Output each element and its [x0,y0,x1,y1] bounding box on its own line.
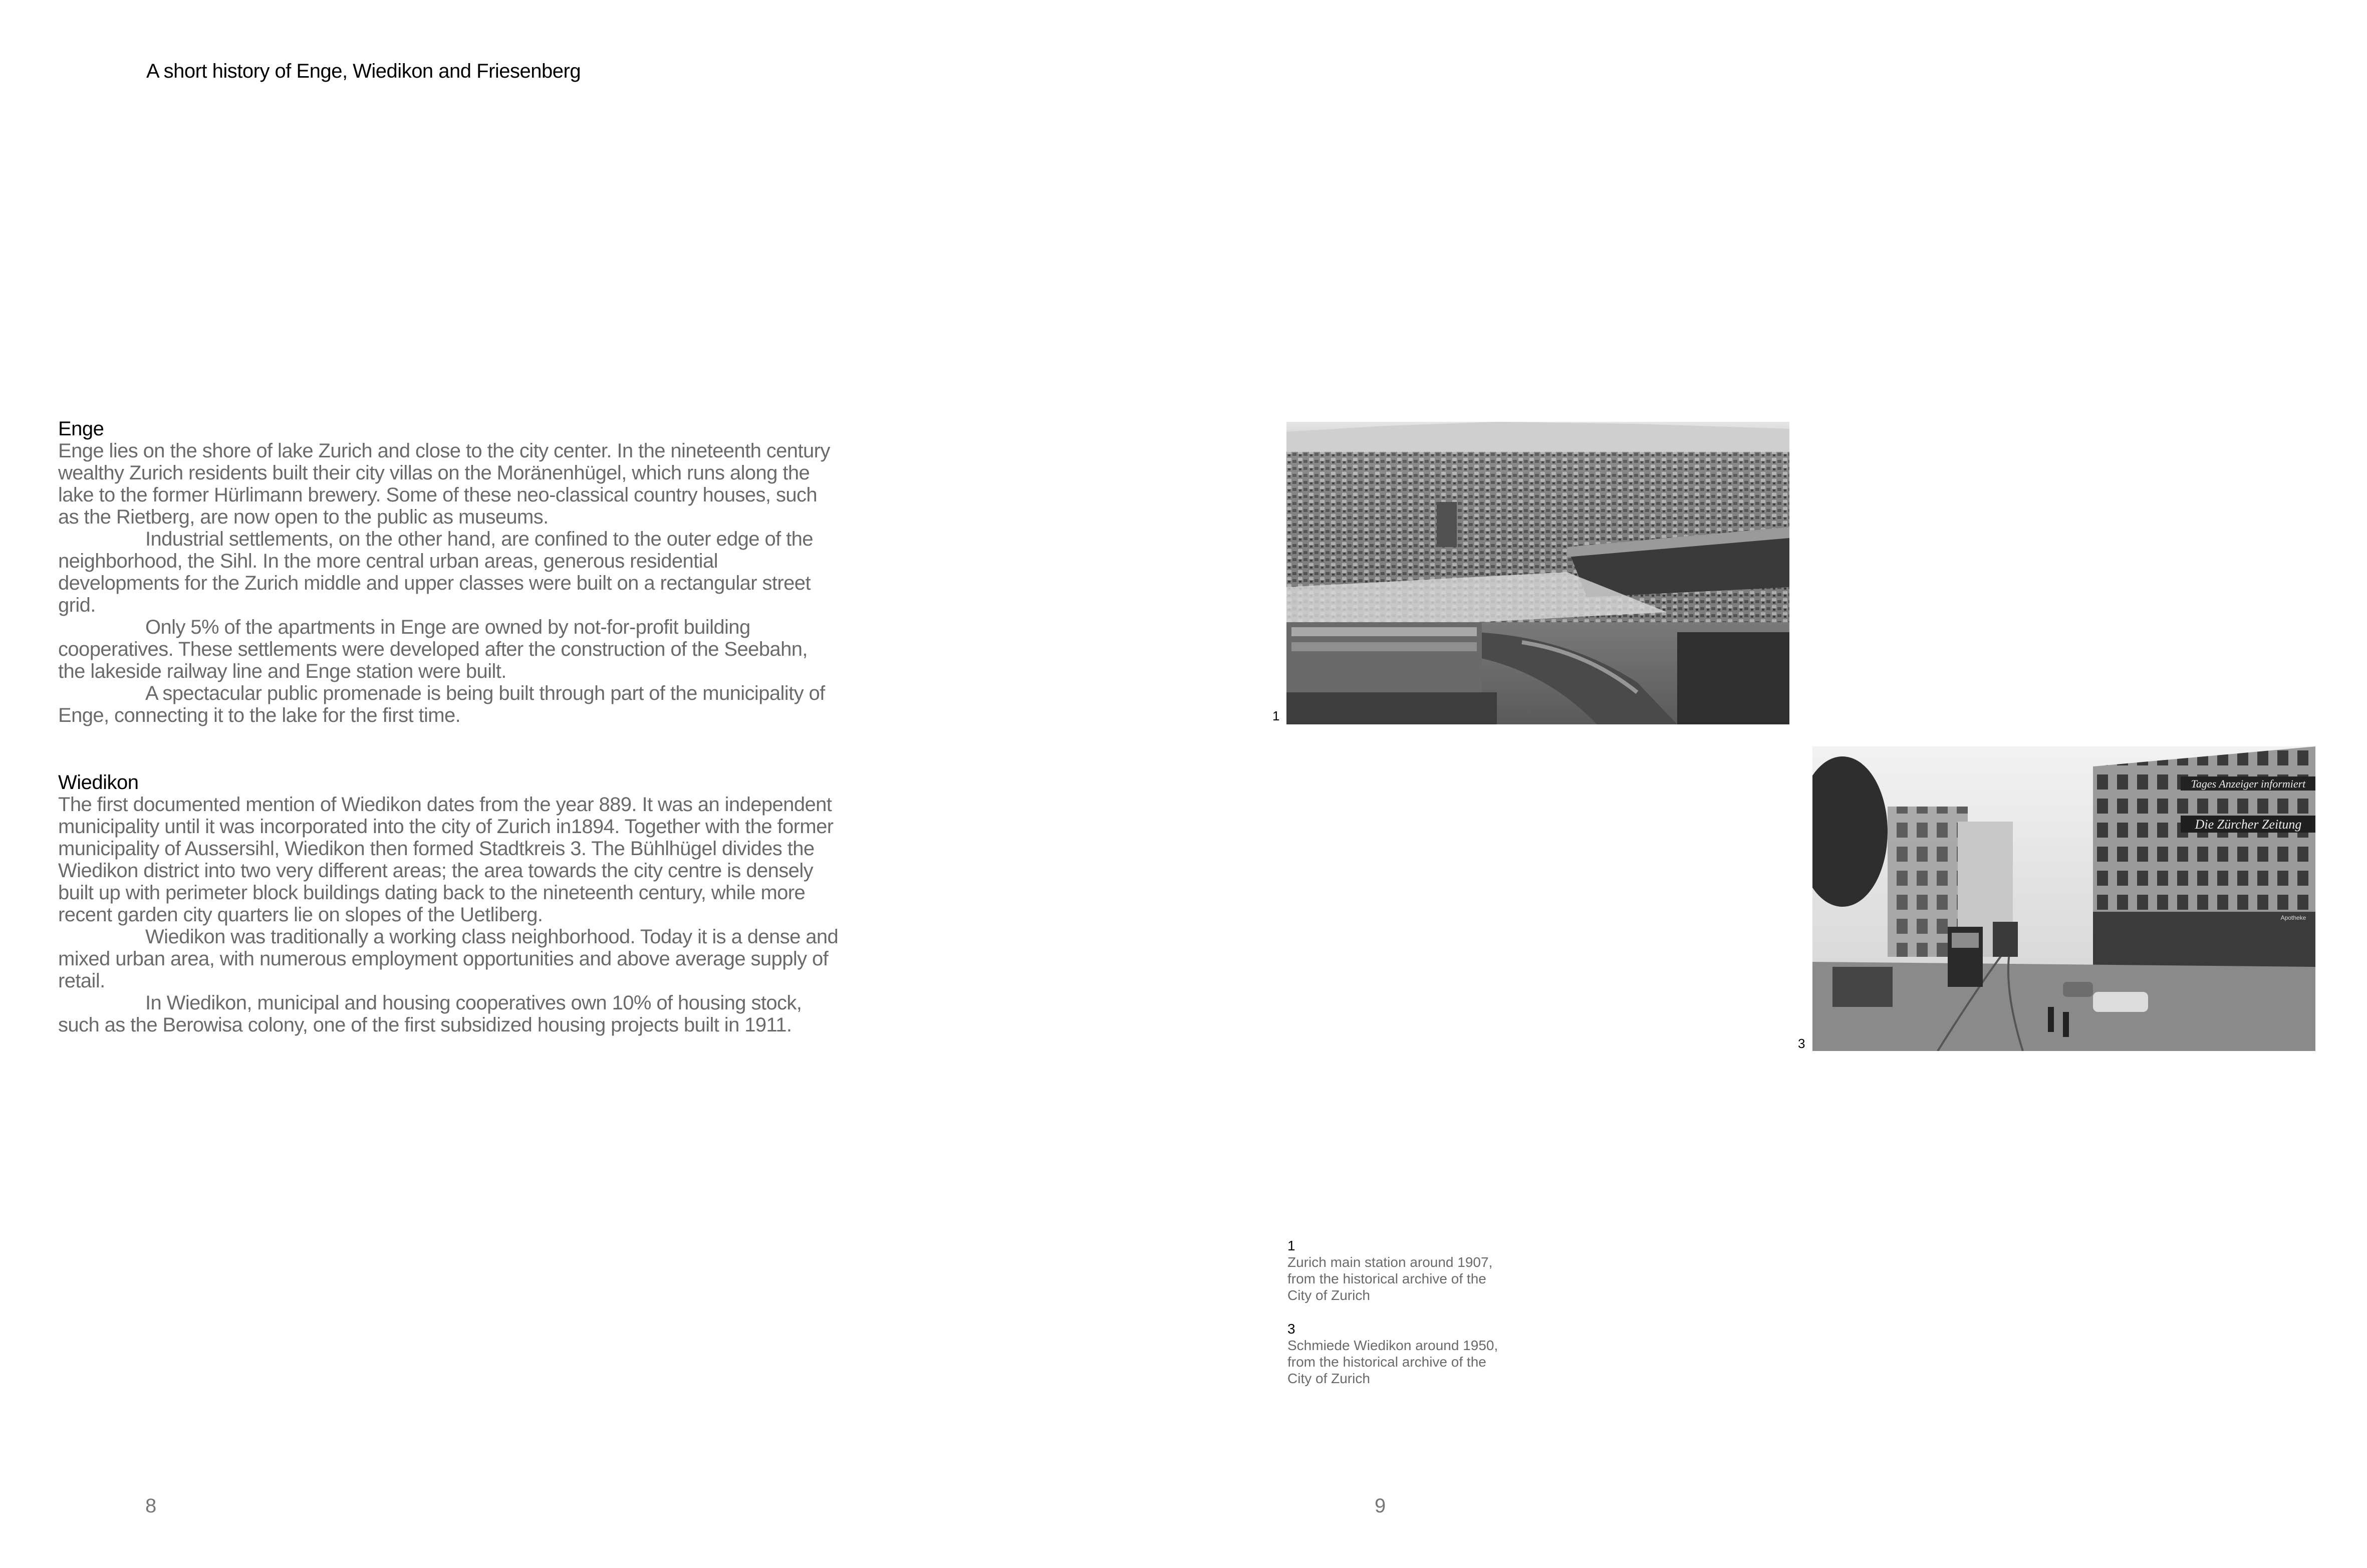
photo-schmiede-wiedikon [1812,746,2315,1051]
svg-text:Die Zürcher Zeitung: Die Zürcher Zeitung [2195,817,2302,832]
caption-text: Schmiede Wiedikon around 1950, from the historical archive of the City of Zurich [1287,1338,1498,1386]
caption-text: Zurich main station around 1907, from the historical archive of the City of Zurich [1287,1254,1493,1303]
figure-caption [1287,1321,1588,1387]
paragraph: A spectacular public promenade is being built through part of the municipality of Enge, connecting it to the lake for the first time. [58,682,825,726]
caption-number: 3 [1287,1321,1295,1337]
photo-number: 1 [1272,708,1280,723]
page-number-left: 8 [145,1495,157,1517]
paragraph: Wiedikon was traditionally a working class neighborhood. Today it is a dense and mixed urban area, with numerous employment opportunities and above average supply of retail. [58,926,839,992]
figure-caption [1287,1237,1588,1303]
svg-text:Apotheke: Apotheke [2280,914,2306,921]
paragraph: The first documented mention of Wiedikon dates from the year 889. It was an independent municipality until it was incorporated into the city of Zurich in1894. Together with the former municipality of Aussersihl, Wiedikon then formed Stadtkreis 3. The Bühlhügel divides the Wiedikon district into two very different areas; the area towards the city centre is densely built up with perimeter block buildings dating back to the nineteenth century, while more recent garden city quarters lie on slopes of the Uetliberg. [58,794,834,926]
photo-number: 3 [1798,1036,1805,1051]
page-number-right: 9 [1375,1495,1386,1517]
paragraph: Industrial settlements, on the other hand, are confined to the outer edge of the neighborhood, the Sihl. In the more central urban areas, generous residential developments for the Zurich middle and upper classes were built on a rectangular street grid. [58,528,813,616]
paragraph: Enge lies on the shore of lake Zurich and close to the city center. In the nineteenth century wealthy Zurich residents built their city villas on the Moränenhügel, which runs along the lake to the former Hürlimann brewery. Some of these neo-classical country houses, such as the Rietberg, are now open to the public as museums. [58,440,830,528]
section-heading-enge: Enge [58,418,104,440]
section-wiedikon [58,771,840,1036]
running-title: A short history of Enge, Wiedikon and Friesenberg [146,60,581,82]
section-enge [58,418,840,726]
paragraph: Only 5% of the apartments in Enge are owned by not-for-profit building cooperatives. These settlements were developed after the construction of the Seebahn, the lakeside railway line and Enge station were built. [58,616,808,682]
paragraph: In Wiedikon, municipal and housing cooperatives own 10% of housing stock, such as the Berowisa colony, one of the first subsidized housing projects built in 1911. [58,992,802,1036]
photo-zurich-main-station [1286,422,1789,724]
section-heading-wiedikon: Wiedikon [58,771,139,794]
caption-number: 1 [1287,1238,1295,1253]
svg-text:Tages Anzeiger informiert: Tages Anzeiger informiert [2191,777,2306,790]
